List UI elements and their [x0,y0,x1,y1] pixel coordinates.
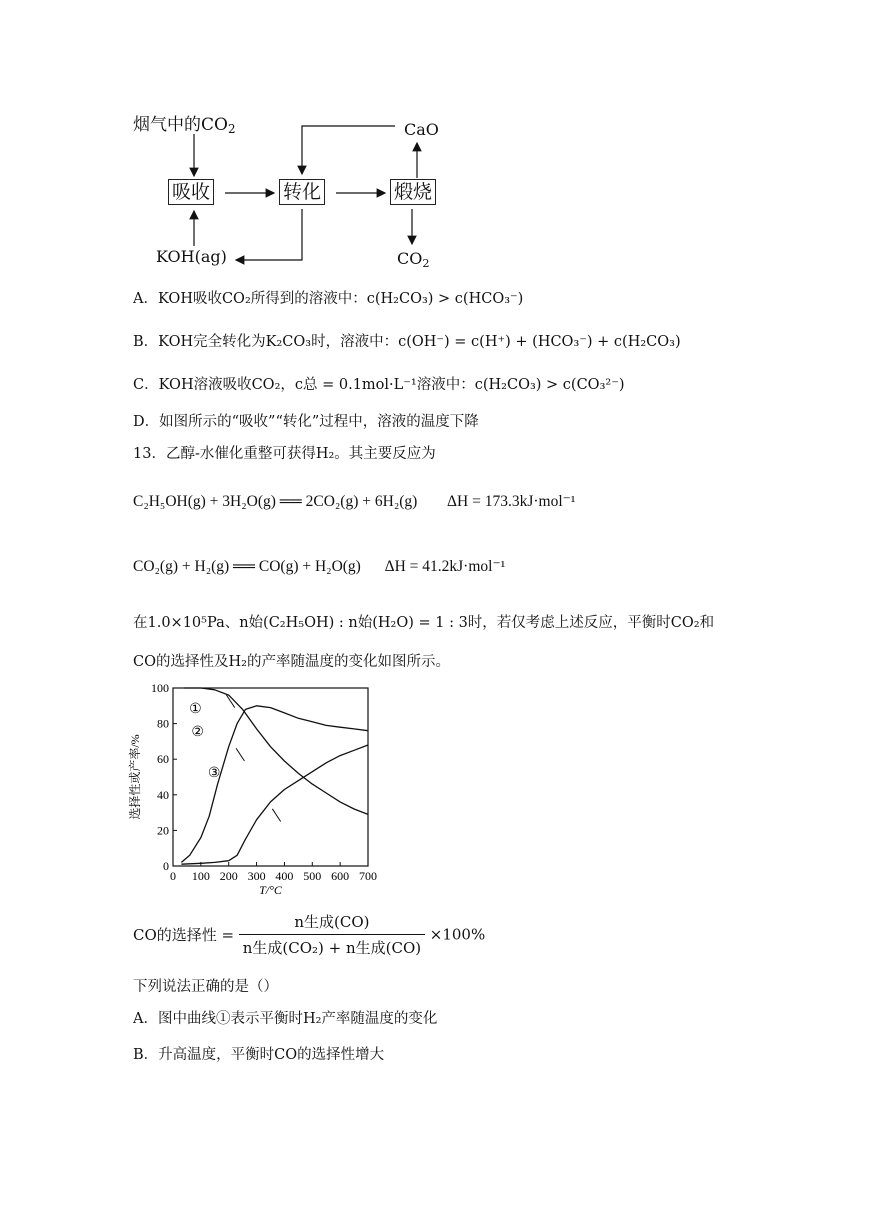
koh-label: KOH(ag) [156,247,227,266]
x-tick-label: 700 [359,869,377,883]
x-axis-label: T/°C [259,883,282,897]
x-tick-label: 500 [303,869,322,883]
y-axis-label: 选择性或产率/% [128,734,142,820]
series-label-3: ③ [207,766,221,781]
x-tick-label: 0 [170,869,176,883]
plot-frame [173,688,368,866]
cao-label: CaO [404,120,439,139]
x-tick-label: 600 [331,869,350,883]
selectivity-formula: CO的选择性 = $\frac{\text{n生成(CO)}}{\text{n生成(CO₂) + n生成(CO)}}$ ×100% [133,913,486,957]
co2-out-label: $CO_2$ [397,249,430,270]
series-label-1: ① [189,701,202,717]
equation-1: C₂H₅OH(g) + 3H₂O(g) ══ 2CO₂(g) + 6H₂(g) ΔH = 173.3kJ·mol⁻¹ [133,493,576,510]
series-line-1 [184,688,368,814]
q13-stem: 13．乙醇-水催化重整可获得H₂。其主要反应为 [133,446,436,462]
x-tick-label: 100 [191,869,210,883]
y-tick-label: 100 [151,681,169,695]
y-tick-label: 40 [157,787,169,802]
equation-2-dh: ΔH = 41.2kJ·mol⁻¹ [384,558,506,575]
series-line-2 [181,706,368,863]
series-label-2: ② [191,725,204,741]
flow-arrows [0,0,869,280]
x-tick-label: 400 [275,869,294,883]
y-tick-label: 20 [157,823,169,838]
q13-question: 下列说法正确的是（） [133,979,278,995]
series-leader-3 [272,809,280,822]
q13-condition-line1: 在1.0×10⁵Pa、n始(C₂H₅OH) : n始(H₂O) = 1 : 3时，若仅考虑上述反应，平衡时CO₂和 [133,615,715,631]
flow-input-label: 烟气中的$CO_2$ [133,115,236,136]
series-leader-2 [236,748,244,761]
box-convert: 转化 [279,179,325,205]
q13-option-b: B．升高温度，平衡时CO的选择性增大 [133,1047,385,1063]
q12-option-d: D．如图所示的“吸收”“转化”过程中，溶液的温度下降 [133,414,479,430]
q13-option-a: A．图中曲线①表示平衡时H₂产率随温度的变化 [133,1011,438,1027]
y-tick-label: 80 [157,716,169,731]
equation-1-dh: ΔH = 173.3kJ·mol⁻¹ [447,493,576,510]
series-line-3 [181,745,368,864]
x-tick-label: 300 [247,869,266,883]
selectivity-fraction: $\frac{\text{n生成(CO)}}{\text{n生成(CO₂) + n生成(CO)}}$ [239,911,425,958]
box-absorb: 吸收 [168,179,214,205]
q12-option-b: B．KOH完全转化为K₂CO₃时，溶液中：c(OH⁻) = c(H⁺) + (HCO₃⁻) + c(H₂CO₃) [133,334,681,350]
selectivity-chart [125,680,385,905]
q12-option-a: A．KOH吸收CO₂所得到的溶液中：c(H₂CO₃) > c(HCO₃⁻) [133,291,524,307]
box-calcine: 煅烧 [390,179,436,205]
q12-option-c: C．KOH溶液吸收CO₂，c总 = 0.1mol·L⁻¹溶液中：c(H₂CO₃) > c(CO₃²⁻) [133,377,625,393]
x-tick-label: 200 [219,869,238,883]
q13-condition-line2: CO的选择性及H₂的产率随温度的变化如图所示。 [133,654,450,670]
equation-2: CO₂(g) + H₂(g) ══ CO(g) + H₂O(g) ΔH = 41.2kJ·mol⁻¹ [133,558,506,575]
y-tick-label: 0 [163,859,169,873]
y-tick-label: 60 [157,752,169,767]
